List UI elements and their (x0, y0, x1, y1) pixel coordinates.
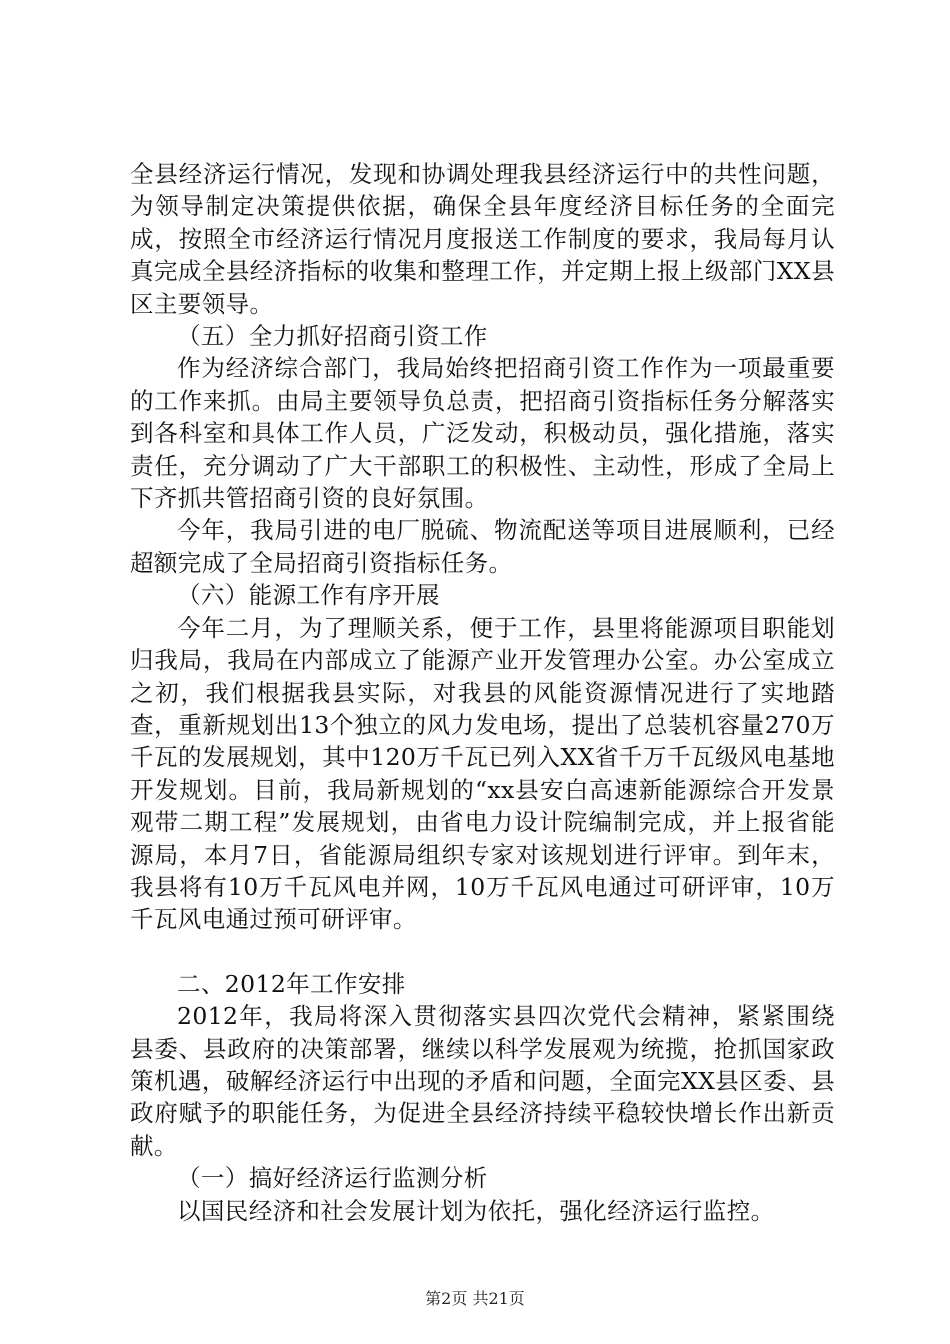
section-heading-investment: （五）全力抓好招商引资工作 (177, 322, 488, 351)
section-heading-monitoring-analysis: （一）搞好经济运行监测分析 (177, 1164, 488, 1193)
paragraph-spacer (130, 936, 835, 968)
page-number-footer: 第2页 共21页 (425, 1289, 525, 1308)
paragraph-investment-work: 作为经济综合部门，我局始终把招商引资工作作为一项最重要的工作来抓。由局主要领导负总责，把招商引资指标任务分解落实到各科室和具体工作人员，广泛发动，积极动员，强化措施，落实责任，充分调动了广大干部职工的积极性、主动性，形成了全局上下齐抓共管招商引资的良好氛围。 (130, 354, 835, 513)
paragraph-investment-results: 今年，我局引进的电厂脱硫、物流配送等项目进展顺利，已经超额完成了全局招商引资指标任务。 (130, 516, 835, 577)
section-heading-energy: （六）能源工作有序开展 (177, 581, 440, 610)
paragraph-2012-plan: 2012年，我局将深入贯彻落实县四次党代会精神，紧紧围绕县委、县政府的决策部署，继续以科学发展观为统揽，抢抓国家政策机遇，破解经济运行中出现的矛盾和问题，全面完XX县区委、县政府赋予的职能任务，为促进全县经济持续平稳较快增长作出新贡献。 (130, 1002, 835, 1160)
section-heading-2012-plan: 二、2012年工作安排 (177, 969, 406, 998)
paragraph-energy-work: 今年二月，为了理顺关系，便于工作，县里将能源项目职能划归我局，我局在内部成立了能源产业开发管理办公室。办公室成立之初，我们根据我县实际，对我县的风能资源情况进行了实地踏查，重新规划出13个独立的风力发电场，提出了总装机容量270万千瓦的发展规划，其中120万千瓦已列入XX省千万千瓦级风电基地开发规划。目前，我局新规划的“xx县安白高速新能源综合开发景观带二期工程”发展规划，由省电力设计院编制完成，并上报省能源局，本月7日，省能源局组织专家对该规划进行评审。到年末，我县将有10万千瓦风电并网，10万千瓦风电通过可研评审，10万千瓦风电通过预可研评审。 (130, 613, 835, 934)
paragraph-monitoring-analysis: 以国民经济和社会发展计划为依托，强化经济运行监控。 (177, 1196, 775, 1225)
paragraph-economic-monitoring: 全县经济运行情况，发现和协调处理我县经济运行中的共性问题，为领导制定决策提供依据，确保全县年度经济目标任务的全面完成，按照全市经济运行情况月度报送工作制度的要求，我局每月认真完成全县经济指标的收集和整理工作，并定期上报上级部门XX县区主要领导。 (130, 160, 835, 318)
document-body (130, 158, 835, 1227)
